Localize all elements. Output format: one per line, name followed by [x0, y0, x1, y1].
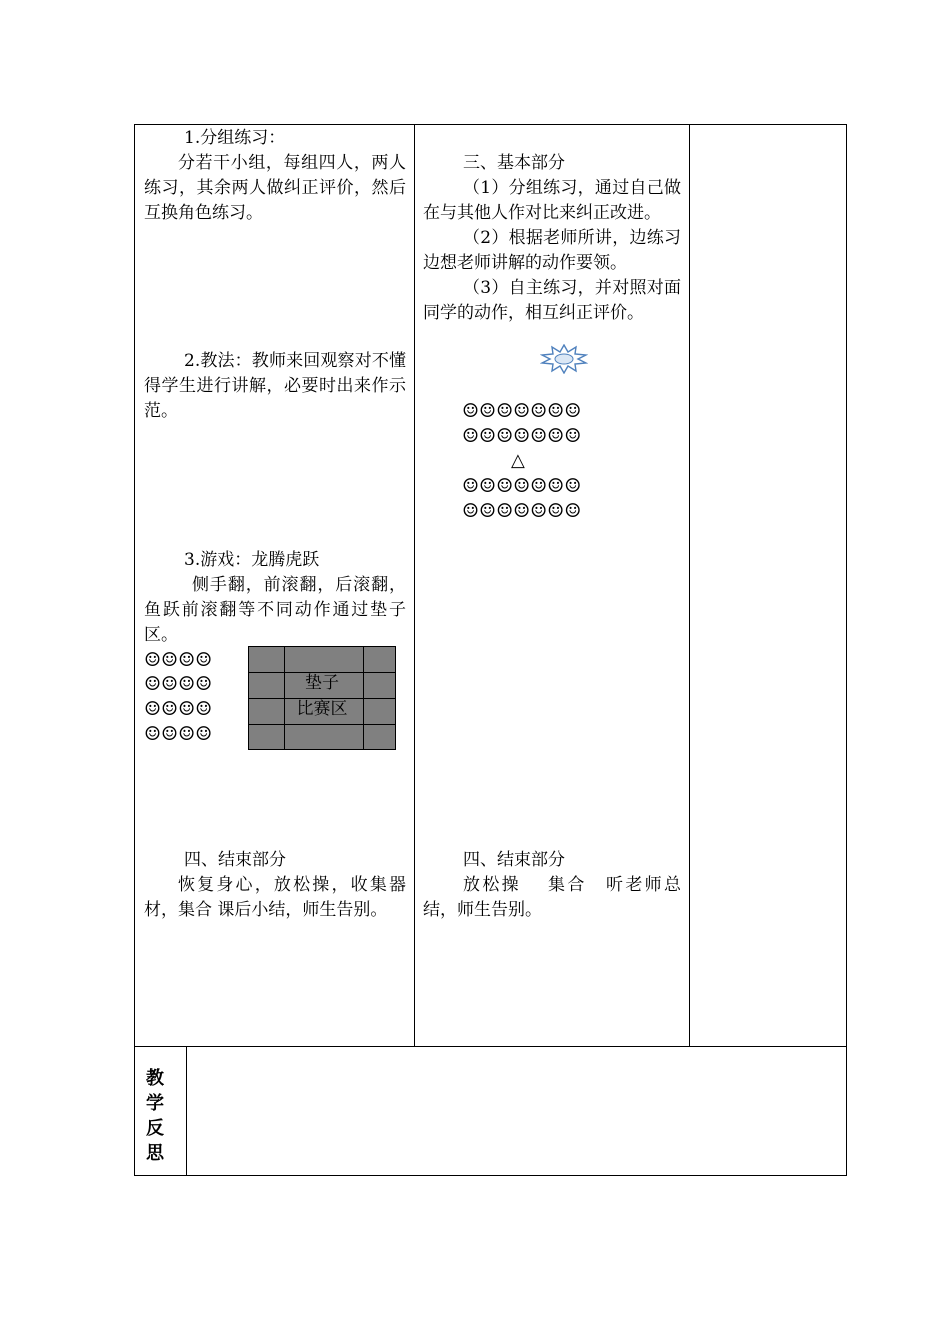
- col2-s4-body: 放松操 集合 听老师总结，师生告别。: [423, 875, 681, 920]
- col2-paragraph: （2）根据老师所讲，边练习边想老师讲解的动作要领。: [423, 228, 681, 273]
- col1-smiley-row: ☺☺☺☺: [144, 649, 213, 671]
- mat-area-diagram: [248, 646, 396, 750]
- column-divider-2: [689, 124, 690, 1047]
- teaching-reflection-label: 教学反思: [146, 1068, 164, 1164]
- col1-section-game: [144, 548, 406, 648]
- col1-section-group-practice: [144, 126, 406, 226]
- competition-area-label: 比赛区: [296, 699, 348, 719]
- row-divider: [134, 1046, 847, 1047]
- col2-paragraph: （3）自主练习，并对照对面同学的动作，相互纠正评价。: [423, 278, 681, 323]
- col1-s4-title: 四、结束部分: [184, 850, 286, 870]
- col1-s2-body: 2.教法：教师来回观察对不懂得学生进行讲解，必要时出来作示范。: [144, 351, 406, 421]
- col2-smiley-row: ☺☺☺☺☺☺☺: [462, 425, 582, 447]
- col1-s3-title: 3.游戏：龙腾虎跃: [184, 550, 320, 570]
- teaching-reflection-content[interactable]: [188, 1048, 845, 1174]
- col1-s4-body: 恢复身心，放松操，收集器材，集合 课后小结，师生告别。: [144, 875, 406, 920]
- reflection-label-divider: [186, 1046, 187, 1176]
- col2-section-basic: [423, 151, 681, 326]
- col1-s1-body: 分若干小组，每组四人，两人练习，其余两人做纠正评价，然后互换角色练习。: [144, 153, 406, 223]
- col2-s1-title: 三、基本部分: [463, 153, 565, 173]
- column-divider-1: [414, 124, 415, 1047]
- col2-paragraph: （1）分组练习，通过自己做在与其他人作对比来纠正改进。: [423, 178, 681, 223]
- col1-smiley-row: ☺☺☺☺: [144, 673, 213, 695]
- sun-icon: [540, 344, 588, 374]
- col2-smiley-row: ☺☺☺☺☺☺☺: [462, 475, 582, 497]
- col2-s4-title: 四、结束部分: [463, 850, 565, 870]
- col2-smiley-row: ☺☺☺☺☺☺☺: [462, 400, 582, 422]
- mat-label: 垫子: [305, 673, 339, 693]
- col2-section-ending: [423, 848, 681, 923]
- col1-s3-body: 侧手翻，前滚翻，后滚翻，鱼跃前滚翻等不同动作通过垫子区。: [144, 575, 406, 645]
- col1-section-ending: [144, 848, 406, 923]
- teacher-triangle-marker: △: [511, 450, 525, 471]
- col1-smiley-row: ☺☺☺☺: [144, 723, 213, 745]
- col1-section-teaching: [144, 349, 406, 424]
- col1-smiley-row: ☺☺☺☺: [144, 698, 213, 720]
- col2-smiley-row: ☺☺☺☺☺☺☺: [462, 500, 582, 522]
- col1-s1-title: 1.分组练习：: [184, 128, 286, 148]
